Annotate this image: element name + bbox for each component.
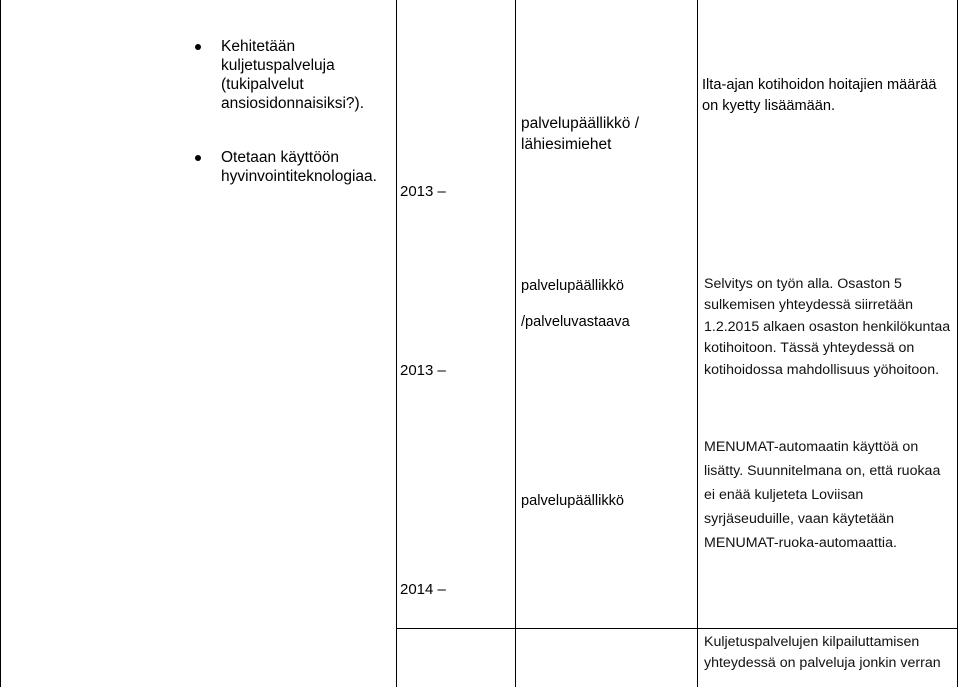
bullet-marker	[195, 155, 201, 161]
table-cell-responsible: palvelupäällikkö	[521, 493, 625, 509]
table-cell-status: Selvitys on työn alla. Osaston 5 sulkemisen yhteydessä siirretään 1.2.2015 alkaen osaston henkilökuntaa kotihoitoon. Tässä yhteydessä on kotihoidossa mahdollisuus yöhoitoon.	[704, 276, 951, 378]
bullet-item: Otetaan käyttöön hyvinvointiteknologiaa.	[221, 149, 377, 185]
table-cell-year: 2014 –	[400, 581, 446, 598]
table-border-col3	[515, 0, 516, 687]
table-cell-status: Ilta-ajan kotihoidon hoitajien määrää on kyetty lisäämään.	[702, 77, 937, 114]
bullet-marker	[195, 44, 201, 50]
table-cell-year: 2013 –	[400, 362, 446, 379]
table-cell-status: Kuljetuspalvelujen kilpailuttamisen yhteydessä on palveluja jonkin verran	[704, 634, 941, 672]
table-cell-responsible: palvelupäällikkö / lähiesimiehet	[521, 115, 640, 153]
table-border-col4	[697, 0, 698, 687]
table-row-divider	[396, 628, 958, 629]
table-border-col2	[396, 0, 397, 687]
table-border-left	[0, 0, 1, 687]
bullet-item: Kehitetään kuljetuspalveluja (tukipalvelut ansiosidonnaisiksi?).	[221, 38, 365, 112]
table-cell-status: MENUMAT-automaatin käyttöä on lisätty. Suunnitelmana on, että ruokaa ei enää kuljeteta Loviisan syrjäseuduille, vaan käytetään MENUMAT-ruoka-automaattia.	[704, 439, 941, 551]
table-cell-responsible: palvelupäällikkö /palveluvastaava	[521, 278, 630, 330]
table-cell-year: 2013 –	[400, 183, 446, 200]
table-border-right	[957, 0, 958, 687]
